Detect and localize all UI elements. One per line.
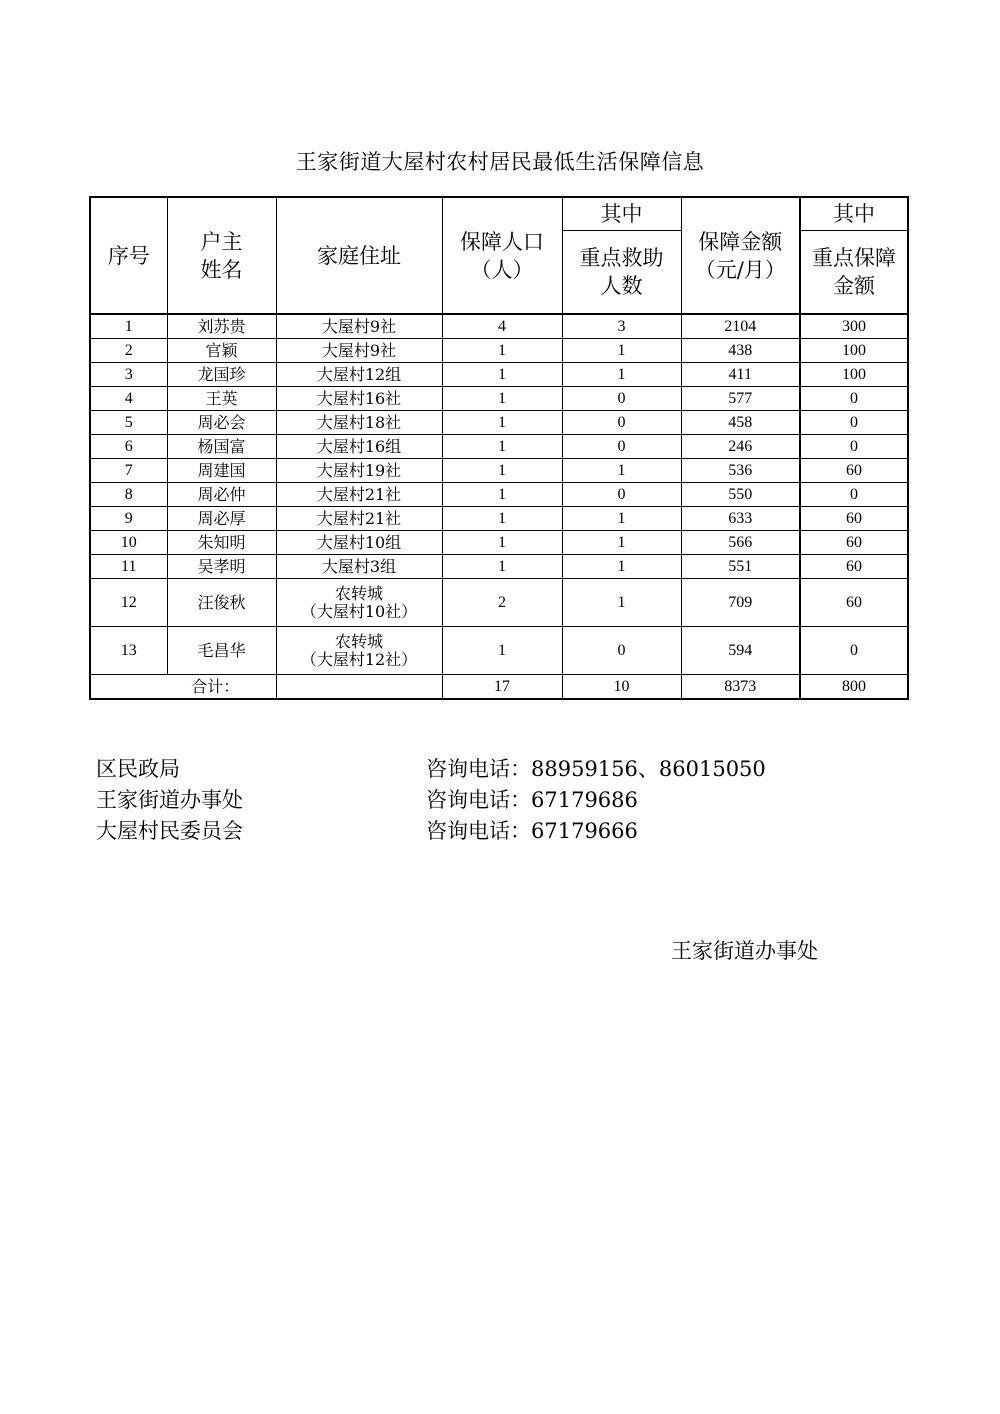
row-key-relief: 0: [562, 627, 681, 675]
row-key-amount: 0: [800, 627, 908, 675]
total-key-relief: 10: [562, 675, 681, 700]
contact-phone: 咨询电话：67179686: [426, 788, 638, 812]
row-population: 1: [442, 387, 562, 411]
row-head-name: 官颖: [167, 339, 276, 363]
row-amount: 577: [681, 387, 800, 411]
row-seq: 13: [90, 627, 167, 675]
row-seq: 1: [90, 314, 167, 339]
row-amount: 633: [681, 507, 800, 531]
row-amount: 2104: [681, 314, 800, 339]
allowance-table: [89, 196, 909, 700]
table-row: [90, 531, 908, 555]
row-population: 1: [442, 507, 562, 531]
row-amount: 550: [681, 483, 800, 507]
total-row: [90, 675, 908, 700]
row-population: 1: [442, 483, 562, 507]
header-head-name: 户主 姓名: [167, 197, 276, 314]
contact-phone: 咨询电话：88959156、86015050: [426, 757, 766, 781]
contact-phone: 咨询电话：67179666: [426, 819, 638, 843]
table-row: [90, 363, 908, 387]
row-seq: 9: [90, 507, 167, 531]
row-key-relief: 1: [562, 507, 681, 531]
table-row: [90, 627, 908, 675]
header-seq: 序号: [90, 197, 167, 314]
row-key-amount: 60: [800, 531, 908, 555]
row-key-amount: 60: [800, 507, 908, 531]
row-address: 大屋村16社: [276, 387, 442, 411]
row-population: 1: [442, 459, 562, 483]
row-amount: 536: [681, 459, 800, 483]
row-population: 1: [442, 555, 562, 579]
row-address: 大屋村3组: [276, 555, 442, 579]
row-key-relief: 1: [562, 555, 681, 579]
table-row: [90, 555, 908, 579]
row-key-amount: 0: [800, 411, 908, 435]
row-key-amount: 100: [800, 339, 908, 363]
row-amount: 438: [681, 339, 800, 363]
row-amount: 566: [681, 531, 800, 555]
row-key-relief: 1: [562, 339, 681, 363]
table-row: [90, 339, 908, 363]
row-key-relief: 1: [562, 363, 681, 387]
total-amount: 8373: [681, 675, 800, 700]
table-row: [90, 387, 908, 411]
row-key-relief: 0: [562, 483, 681, 507]
row-address: 大屋村21社: [276, 483, 442, 507]
contact-row: [96, 785, 896, 816]
row-address: 农转城 （大屋村10社）: [276, 579, 442, 627]
row-amount: 551: [681, 555, 800, 579]
table-row: [90, 435, 908, 459]
contact-row: [96, 816, 896, 847]
row-head-name: 毛昌华: [167, 627, 276, 675]
row-amount: 709: [681, 579, 800, 627]
row-key-amount: 100: [800, 363, 908, 387]
row-head-name: 朱知明: [167, 531, 276, 555]
row-key-relief: 1: [562, 531, 681, 555]
row-head-name: 周必厚: [167, 507, 276, 531]
row-key-amount: 60: [800, 579, 908, 627]
row-seq: 11: [90, 555, 167, 579]
row-population: 1: [442, 627, 562, 675]
row-key-relief: 0: [562, 411, 681, 435]
total-key-amount: 800: [800, 675, 908, 700]
header-key-amount: 重点保障 金额: [800, 230, 908, 314]
table-row: [90, 483, 908, 507]
contact-org: 区民政局: [96, 757, 180, 781]
row-key-amount: 60: [800, 459, 908, 483]
row-seq: 6: [90, 435, 167, 459]
total-label: 合计：: [90, 675, 276, 700]
row-key-amount: 300: [800, 314, 908, 339]
row-seq: 8: [90, 483, 167, 507]
row-head-name: 杨国富: [167, 435, 276, 459]
header-address: 家庭住址: [276, 197, 442, 314]
row-address: 大屋村9社: [276, 314, 442, 339]
row-seq: 7: [90, 459, 167, 483]
row-key-relief: 1: [562, 459, 681, 483]
row-population: 4: [442, 314, 562, 339]
row-head-name: 龙国珍: [167, 363, 276, 387]
table-row: [90, 459, 908, 483]
row-key-relief: 1: [562, 579, 681, 627]
row-address: 大屋村19社: [276, 459, 442, 483]
row-address: 大屋村12组: [276, 363, 442, 387]
row-population: 1: [442, 411, 562, 435]
row-seq: 3: [90, 363, 167, 387]
table-row: [90, 579, 908, 627]
total-empty-cell: [276, 675, 442, 700]
header-key-relief: 重点救助 人数: [562, 230, 681, 314]
row-address: 大屋村9社: [276, 339, 442, 363]
row-population: 1: [442, 339, 562, 363]
row-population: 2: [442, 579, 562, 627]
row-seq: 2: [90, 339, 167, 363]
header-amount: 保障金额 （元/月）: [681, 197, 800, 314]
table-row: [90, 411, 908, 435]
header-among-right: 其中: [800, 197, 908, 230]
row-key-amount: 60: [800, 555, 908, 579]
row-address: 农转城 （大屋村12社）: [276, 627, 442, 675]
row-address: 大屋村18社: [276, 411, 442, 435]
table-row: [90, 314, 908, 339]
row-population: 1: [442, 435, 562, 459]
row-head-name: 汪俊秋: [167, 579, 276, 627]
row-key-relief: 0: [562, 435, 681, 459]
row-amount: 411: [681, 363, 800, 387]
row-head-name: 周必会: [167, 411, 276, 435]
row-head-name: 周必仲: [167, 483, 276, 507]
row-key-amount: 0: [800, 387, 908, 411]
row-seq: 10: [90, 531, 167, 555]
row-key-relief: 0: [562, 387, 681, 411]
contact-org: 王家街道办事处: [96, 788, 243, 812]
contact-org: 大屋村民委员会: [96, 819, 243, 843]
row-amount: 594: [681, 627, 800, 675]
row-amount: 246: [681, 435, 800, 459]
row-population: 1: [442, 531, 562, 555]
table-row: [90, 507, 908, 531]
row-key-amount: 0: [800, 435, 908, 459]
row-head-name: 吴孝明: [167, 555, 276, 579]
header-population: 保障人口 （人）: [442, 197, 562, 314]
contact-row: [96, 754, 896, 785]
signature: 王家街道办事处: [671, 939, 818, 963]
row-head-name: 刘苏贵: [167, 314, 276, 339]
total-population: 17: [442, 675, 562, 700]
row-seq: 12: [90, 579, 167, 627]
row-seq: 5: [90, 411, 167, 435]
row-address: 大屋村16组: [276, 435, 442, 459]
row-seq: 4: [90, 387, 167, 411]
row-population: 1: [442, 363, 562, 387]
row-address: 大屋村10组: [276, 531, 442, 555]
header-among-left: 其中: [562, 197, 681, 230]
row-key-amount: 0: [800, 483, 908, 507]
row-key-relief: 3: [562, 314, 681, 339]
row-amount: 458: [681, 411, 800, 435]
document-title: 王家街道大屋村农村居民最低生活保障信息: [295, 150, 705, 174]
row-head-name: 王英: [167, 387, 276, 411]
row-head-name: 周建国: [167, 459, 276, 483]
row-address: 大屋村21社: [276, 507, 442, 531]
contact-list: [96, 754, 896, 847]
